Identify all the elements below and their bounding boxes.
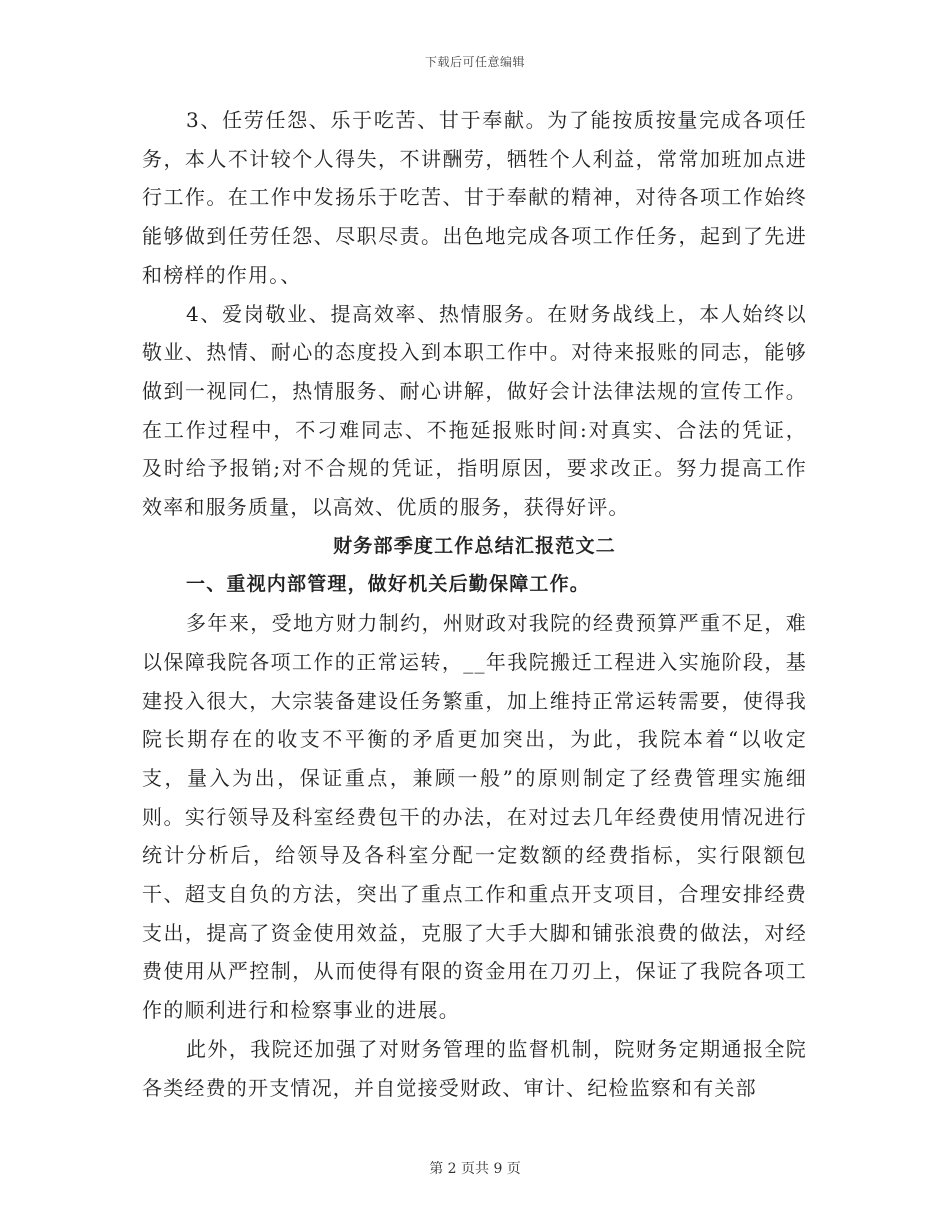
paragraph-4: 4、爱岗敬业、提高效率、热情服务。在财务战线上，本人始终以敬业、热情、耐心的态度投入到本职工作中。对待来报账的同志，能够做到一视同仁，热情服务、耐心讲解，做好会计法律法规的宣传工作。在工作过程中，不刁难同志、不拖延报账时间:对真实、合法的凭证，及时给予报销;对不合规的凭证，指明原因，要求改正。努力提高工作效率和服务质量，以高效、优质的服务，获得好评。 bbox=[142, 301, 807, 520]
page-header: 下载后可任意编辑 bbox=[424, 55, 525, 69]
paragraph-budget: 多年来，受地方财力制约，州财政对我院的经费预算严重不足，难以保障我院各项工作的正常运转，__年我院搬迁工程进入实施阶段，基建投入很大，大宗装备建设任务繁重，加上维持正常运转需要，使得我院长期存在的收支不平衡的矛盾更加突出，为此，我院本着“以收定支，量入为出，保证重点，兼顾一般”的原则制定了经费管理实施细则。实行领导及科室经费包干的办法，在对过去几年经费使用情况进行统计分析后，给领导及各科室分配一定数额的经费指标，实行限额包干、超支自负的方法，突出了重点工作和重点开支项目，合理安排经费支出，提高了资金使用效益，克服了大手大脚和铺张浪费的做法，对经费使用从严控制，从而使得有限的资金用在刀刃上，保证了我院各项工作的顺利进行和检察事业的进展。 bbox=[142, 611, 807, 1023]
section-title: 财务部季度工作总结汇报范文二 bbox=[333, 534, 616, 557]
subsection-heading: 一、重视内部管理，做好机关后勤保障工作。 bbox=[186, 573, 591, 596]
paragraph-3: 3、任劳任怨、乐于吃苦、甘于奉献。为了能按质按量完成各项任务，本人不计较个人得失，不讲酬劳，牺牲个人利益，常常加班加点进行工作。在工作中发扬乐于吃苦、甘于奉献的精神，对待各项工作始终能够做到任劳任怨、尽职尽责。出色地完成各项工作任务，起到了先进和榜样的作用。、 bbox=[142, 108, 807, 287]
document-body bbox=[142, 101, 807, 1107]
page-footer: 第 2 页共 9 页 bbox=[429, 1161, 521, 1177]
paragraph-supervision: 此外，我院还加强了对财务管理的监督机制，院财务定期通报全院各类经费的开支情况，并自觉接受财政、审计、纪检监察和有关部 bbox=[142, 1036, 807, 1100]
